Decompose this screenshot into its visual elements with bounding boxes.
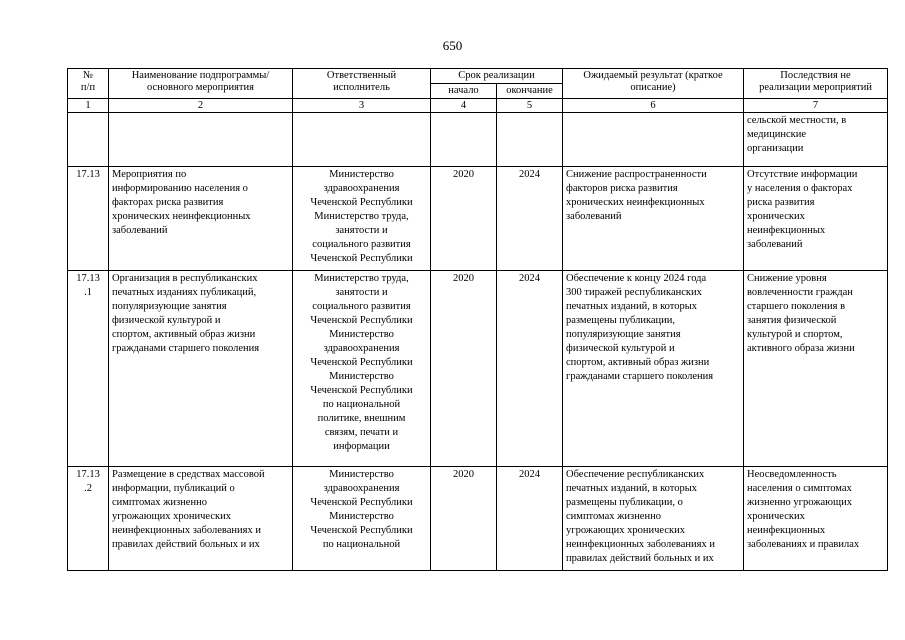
header-start: начало bbox=[431, 84, 497, 99]
responsible-executor-line: Чеченской Республики bbox=[310, 497, 413, 508]
header-no: № п/п bbox=[68, 69, 109, 99]
non-implementation-consequence-line: Снижение уровня bbox=[747, 273, 827, 284]
expected-result-line: хронических неинфекционных bbox=[566, 197, 705, 208]
responsible-executor-line: по национальной bbox=[322, 399, 401, 410]
non-implementation-consequence-line: активного образа жизни bbox=[747, 343, 855, 354]
non-implementation-consequence bbox=[744, 467, 888, 571]
measure-name-line: информации, публикаций о bbox=[112, 483, 235, 494]
row-number bbox=[68, 113, 109, 167]
expected-result-line: физической культурой и bbox=[566, 343, 675, 354]
responsible-executor-line: Министерство bbox=[329, 469, 394, 480]
responsible-executor-line: Министерство труда, bbox=[314, 211, 409, 222]
non-implementation-consequence-line: неинфекционных bbox=[747, 225, 826, 236]
expected-result-line: печатных изданий, в которых bbox=[566, 301, 698, 312]
responsible-executor-line: занятости и bbox=[335, 225, 388, 236]
non-implementation-consequence-line: хронических bbox=[747, 511, 805, 522]
expected-result-line: печатных изданий, в которых bbox=[566, 483, 698, 494]
header-row-1 bbox=[68, 69, 888, 84]
measure-name-line: угрожающих хронических bbox=[112, 511, 231, 522]
measure-name-line: популяризующие занятия bbox=[112, 301, 227, 312]
responsible-executor-line: Министерство труда, bbox=[314, 273, 409, 284]
measure-name bbox=[109, 271, 293, 467]
responsible-executor-line: социального развития bbox=[312, 301, 411, 312]
header-name: Наименование подпрограммы/ основного мероприятия bbox=[109, 69, 293, 99]
column-index-row bbox=[68, 99, 888, 113]
responsible-executor-line: Министерство bbox=[329, 371, 394, 382]
non-implementation-consequence-line: старшего поколения в bbox=[747, 301, 846, 312]
measure-name-line: Организация в республиканских bbox=[112, 273, 258, 284]
non-implementation-consequence-line: у населения о факторах bbox=[747, 183, 853, 194]
expected-result-line: популяризующие занятия bbox=[566, 329, 681, 340]
table-row bbox=[68, 271, 888, 467]
responsible-executor bbox=[293, 271, 431, 467]
non-implementation-consequence-line: жизненно угрожающих bbox=[747, 497, 852, 508]
row-number: 17.13 bbox=[68, 167, 109, 271]
non-implementation-consequence-line: организации bbox=[747, 143, 804, 154]
measure-name-line: симптомах жизненно bbox=[112, 497, 207, 508]
column-index: 4 bbox=[431, 99, 497, 113]
expected-result-line: спортом, активный образ жизни bbox=[566, 357, 710, 368]
row-number: 17.13 .1 bbox=[68, 271, 109, 467]
expected-result-line: 300 тиражей республиканских bbox=[566, 287, 702, 298]
column-index: 7 bbox=[744, 99, 888, 113]
responsible-executor-line: Министерство bbox=[329, 329, 394, 340]
responsible-executor-line: занятости и bbox=[335, 287, 388, 298]
non-implementation-consequence-line: Неосведомленность bbox=[747, 469, 837, 480]
measures-table bbox=[67, 68, 888, 571]
expected-result-line: неинфекционных заболеваниях и bbox=[566, 539, 715, 550]
measure-name-line: информированию населения о bbox=[112, 183, 248, 194]
start-year: 2020 bbox=[431, 467, 497, 571]
header-period: Срок реализации bbox=[431, 69, 563, 84]
column-index: 3 bbox=[293, 99, 431, 113]
expected-result-line: Обеспечение к концу 2024 года bbox=[566, 273, 707, 284]
measure-name-line: факторах риска развития bbox=[112, 197, 224, 208]
column-index: 2 bbox=[109, 99, 293, 113]
responsible-executor-line: Министерство bbox=[329, 169, 394, 180]
responsible-executor-line: Чеченской Республики bbox=[310, 197, 413, 208]
measure-name bbox=[109, 467, 293, 571]
responsible-executor-line: здравоохранения bbox=[323, 183, 400, 194]
non-implementation-consequence-line: неинфекционных bbox=[747, 525, 826, 536]
non-implementation-consequence-line: заболеваниях и правилах bbox=[747, 539, 860, 550]
responsible-executor-line: политике, внешним bbox=[317, 413, 406, 424]
start-year bbox=[431, 113, 497, 167]
responsible-executor bbox=[293, 167, 431, 271]
non-implementation-consequence-line: заболеваний bbox=[747, 239, 803, 250]
responsible-executor-line: информации bbox=[333, 441, 390, 452]
expected-result-line: правилах действий больных и их bbox=[566, 553, 714, 564]
expected-result bbox=[563, 271, 744, 467]
non-implementation-consequence-line: медицинские bbox=[747, 129, 807, 140]
measure-name-line: правилах действий больных и их bbox=[112, 539, 260, 550]
non-implementation-consequence-line: населения о симптомах bbox=[747, 483, 852, 494]
responsible-executor-line: здравоохранения bbox=[323, 343, 400, 354]
responsible-executor-line: социального развития bbox=[312, 239, 411, 250]
non-implementation-consequence-line: риска развития bbox=[747, 197, 815, 208]
expected-result bbox=[563, 467, 744, 571]
non-implementation-consequence-line: Отсутствие информации bbox=[747, 169, 858, 180]
column-index: 6 bbox=[563, 99, 744, 113]
responsible-executor bbox=[293, 113, 431, 167]
responsible-executor-line: Чеченской Республики bbox=[310, 385, 413, 396]
header-result: Ожидаемый результат (краткое описание) bbox=[563, 69, 744, 99]
responsible-executor-line: Чеченской Республики bbox=[310, 253, 413, 264]
measure-name bbox=[109, 113, 293, 167]
non-implementation-consequence bbox=[744, 167, 888, 271]
header-end: окончание bbox=[497, 84, 563, 99]
responsible-executor-line: Чеченской Республики bbox=[310, 357, 413, 368]
measure-name-line: Мероприятия по bbox=[112, 169, 187, 180]
page-number: 650 bbox=[442, 38, 463, 53]
expected-result-line: Обеспечение республиканских bbox=[566, 469, 705, 480]
responsible-executor-line: Чеченской Республики bbox=[310, 315, 413, 326]
non-implementation-consequence-line: культурой и спортом, bbox=[747, 329, 843, 340]
measure-name-line: физической культурой и bbox=[112, 315, 221, 326]
header-consequence: Последствия не реализации мероприятий bbox=[744, 69, 888, 99]
non-implementation-consequence-line: вовлеченности граждан bbox=[747, 287, 853, 298]
expected-result-line: заболеваний bbox=[566, 211, 622, 222]
header-responsible: Ответственный исполнитель bbox=[293, 69, 431, 99]
measure-name-line: гражданами старшего поколения bbox=[112, 343, 260, 354]
expected-result-line: симптомах жизненно bbox=[566, 511, 661, 522]
non-implementation-consequence bbox=[744, 271, 888, 467]
table-row bbox=[68, 167, 888, 271]
end-year: 2024 bbox=[497, 467, 563, 571]
responsible-executor-line: по национальной bbox=[322, 539, 401, 550]
measure-name-line: неинфекционных заболеваниях и bbox=[112, 525, 261, 536]
non-implementation-consequence-line: сельской местности, в bbox=[747, 115, 847, 126]
expected-result bbox=[563, 113, 744, 167]
end-year: 2024 bbox=[497, 167, 563, 271]
responsible-executor-line: здравоохранения bbox=[323, 483, 400, 494]
measure-name-line: печатных изданиях публикаций, bbox=[112, 287, 257, 298]
start-year: 2020 bbox=[431, 271, 497, 467]
responsible-executor-line: связям, печати и bbox=[324, 427, 399, 438]
responsible-executor-line: Чеченской Республики bbox=[310, 525, 413, 536]
measure-name-line: Размещение в средствах массовой bbox=[112, 469, 265, 480]
expected-result-line: размещены публикации, о bbox=[566, 497, 683, 508]
column-index: 1 bbox=[68, 99, 109, 113]
non-implementation-consequence-line: хронических bbox=[747, 211, 805, 222]
expected-result-line: размещены публикации, bbox=[566, 315, 676, 326]
table-row bbox=[68, 113, 888, 167]
row-number: 17.13 .2 bbox=[68, 467, 109, 571]
end-year bbox=[497, 113, 563, 167]
table-row bbox=[68, 467, 888, 571]
end-year: 2024 bbox=[497, 271, 563, 467]
expected-result-line: гражданами старшего поколения bbox=[566, 371, 714, 382]
expected-result-line: Снижение распространенности bbox=[566, 169, 707, 180]
expected-result bbox=[563, 167, 744, 271]
measure-name-line: хронических неинфекционных bbox=[112, 211, 251, 222]
column-index: 5 bbox=[497, 99, 563, 113]
non-implementation-consequence-line: занятия физической bbox=[747, 315, 837, 326]
measure-name-line: заболеваний bbox=[112, 225, 168, 236]
measure-name-line: спортом, активный образ жизни bbox=[112, 329, 256, 340]
responsible-executor bbox=[293, 467, 431, 571]
start-year: 2020 bbox=[431, 167, 497, 271]
measure-name bbox=[109, 167, 293, 271]
non-implementation-consequence bbox=[744, 113, 888, 167]
responsible-executor-line: Министерство bbox=[329, 511, 394, 522]
expected-result-line: факторов риска развития bbox=[566, 183, 678, 194]
expected-result-line: угрожающих хронических bbox=[566, 525, 685, 536]
